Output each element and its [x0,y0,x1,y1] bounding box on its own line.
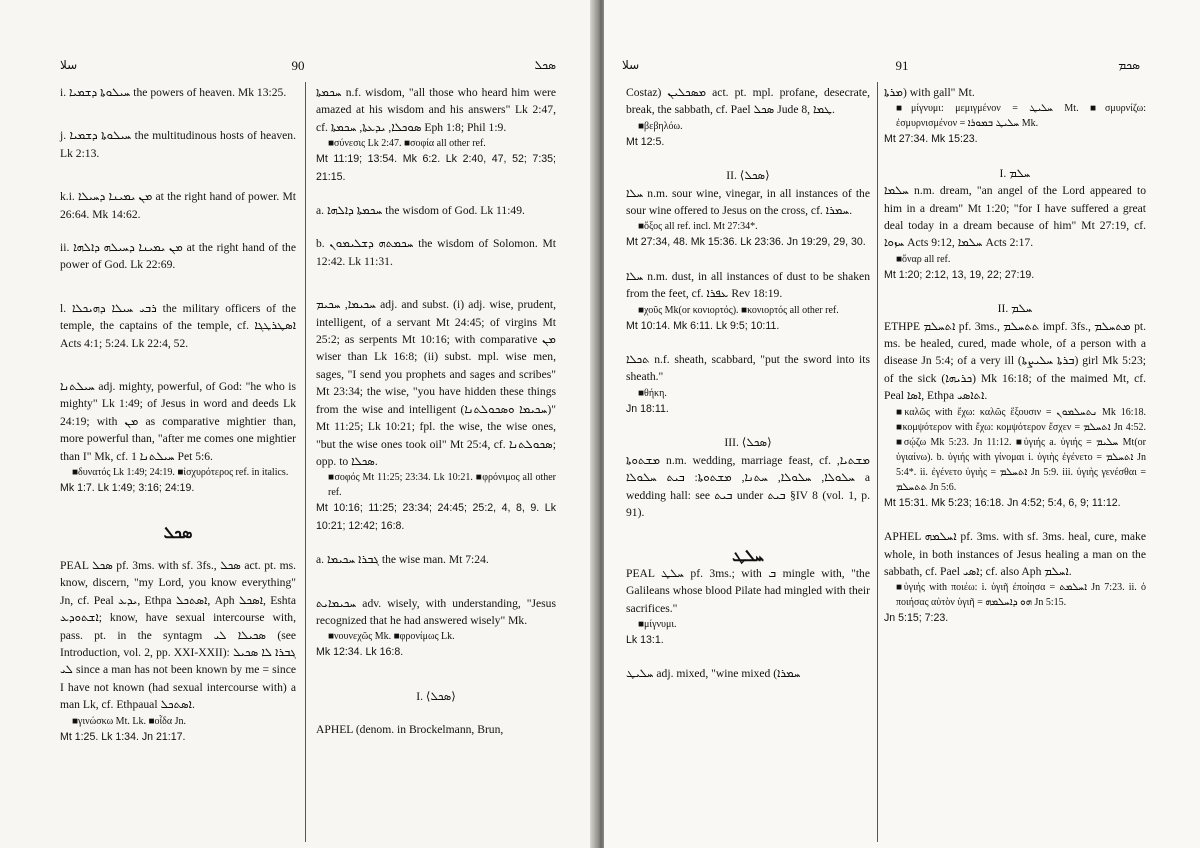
spacer [316,270,556,296]
reference-list: Mt 1:25. Lk 1:34. Jn 21:17. [60,730,186,743]
spacer [60,223,296,239]
greek-equivalents: ■γινώσκω Mt. Lk. ■οἶδα Jn. [72,715,187,727]
greek-equivalents: ■χοῦς Mk(or κονιορτός). ■κονιορτός all other ref. [638,304,839,316]
section-heading: II. ܚܠܡ [997,302,1033,316]
right-page-column-1 [626,84,870,683]
entry-text: a. ܚܟܡܬܐ ܕܐܠܗܐ the wisdom of God. Lk 11:49. [316,204,525,218]
entry-text: j. ܚܝܠܘܬܐ ܕܫܡܝܐ the multitudinous hosts of heaven. Lk 2:13. [60,129,296,160]
entry-text: ܚܠܐ n.m. sour wine, vinegar, in all instances of the sour wine offered to Jesus on the cross, cf. ܚܡܪܐ. [626,186,870,218]
reference-list: Lk 13:1. [626,633,664,646]
greek-equivalents: ■ὄναρ all ref. [896,253,951,265]
spacer [316,186,556,202]
section-heading: III. ⟨ܣܟܠ⟩ [724,436,772,450]
reference-list: Mt 10:14. Mk 6:11. Lk 9:5; 10:11. [626,319,780,332]
reference-list: Mt 12:5. [626,135,665,148]
greek-equivalents: ■ὑγιής with ποιέω: i. ὑγιῆ ἐποίησα = ܐܚܠܡܬ Jn 7:23. ii. ὁ ποιήσας αὐτὸν ὑγιῆ = ܗܘ ܕܐܚܠܡܗ Jn 5:15. [896,582,1146,609]
spacer [626,521,870,547]
greek-equivalents: ■σοφός Mt 11:25; 23:34. Lk 10:21. ■φρόνιμος all other ref. [328,472,556,499]
spacer [316,569,556,595]
right-page [604,0,1200,848]
spacer [60,162,296,188]
spacer [626,252,870,268]
entry-text: ܡܪܬܐ) with gall" Mt. [884,86,975,99]
spacer [60,498,296,524]
entry-text: ܚܟܝܡܐܝܬ adv. wisely, with understanding, "Jesus recognized that he had answered wisely" Mk. [316,596,556,627]
entry-text: ܬܟܠܐ n.f. sheath, scabbard, "put the sword into its sheath." [626,353,870,384]
spacer [316,219,556,235]
column-divider [877,82,878,842]
spacer [316,535,556,551]
entry-text: PEAL ܚܠܛ pf. 3ms.; with ܒ mingle with, "the Galileans whose blood Pilate had mingled with their sacrifices." [626,566,871,615]
spacer [626,335,870,351]
entry-text: ܚܠܐ n.m. dust, in all instances of dust to be shaken from the feet, cf. ܥܦܪܐ Rev 18:19. [626,269,870,301]
reference-list: Mt 27:34, 48. Mk 15:36. Lk 23:36. Jn 19:29, 29, 30. [626,236,866,249]
entry-text: l. ܪܒܝ ܚܝܠܐ ܕܗܝܟܠܐ the military officers of the temple, the captains of the temple, cf. ܐܣܛܪܛܓܐ Acts 4:1; 5:24. Lk 22:4, 52. [60,301,296,350]
root-heading: ܣܟܠ [163,522,193,542]
greek-equivalents: ■καλῶς with ἔχω: καλῶς ἕξουσιν = ܢܬܚܠܡܘܢ Mk 16:18. ■κομψότερον with ἔχω: κομψότερον ἔσχεν = ܐܬܚܠܡ Jn 4:52. ■σῴζω Mk 5:23. Jn 11:12. ■ὑγιής a. ὑγιής = ܚܠܝܡ Mt(or ὑγιαίνω). b. ὑγιής with γίνομαι i. ὑγιὴς ἐγένετο = ܐܬܚܠܡ Jn 5:4*. ii. ἐγένετο ὑγιὴς = ܐܬܚܠܡ Jn 5:9. iii. ὑγιὴς γενέσθαι = ܬܬܚܠܡ Jn 5:6. [896,406,1146,493]
spacer [60,541,296,557]
entry-text: i. ܚܝܠܘܬܐ ܕܫܡܝܐ the powers of heaven. Mk 13:25. [60,86,287,99]
greek-equivalents: ■δυνατός Lk 1:49; 24:19. ■ἰσχυρότερος ref. in italics. [72,467,289,479]
reference-list: Mt 11:19; 13:54. Mk 6:2. Lk 2:40, 47, 52; 7:35; 21:15. [316,153,556,183]
reference-list: Mt 1:20; 2:12, 13, 19, 22; 27:19. [884,268,1035,281]
entry-text: ܡܫܬܘܬܐ n.m. wedding, marriage feast, cf. ܡܫܬܝܐ, ܚܠܘܠܐ, ܚܠܘܠܐ, ܚܬܢܐ, ܡܫܬܘܬܐ: ܒܝܬ ܚܠܘܠܐ a wedding hall: see ܒܝܬ under ܒܝܬ §IV 8 (vol. 1, p. 91). [626,453,870,519]
section-heading: I. ⟨ܣܟܠ⟩ [416,689,456,703]
spacer [884,149,1146,165]
right-running-head-right: ܣܟܡ [1118,58,1140,72]
section-heading: II. ⟨ܣܟܠ⟩ [726,169,770,183]
greek-equivalents: ■θήκη. [638,387,667,399]
greek-equivalents: ■σύνεσις Lk 2:47. ■σοφία all other ref. [328,138,486,150]
column-divider [305,82,306,842]
spacer [60,101,296,127]
entry-text: k.i. ܡܢ ܝܡܝܢܐ ܕܚܝܠܐ at the right hand of power. Mt 26:64. Mk 14:62. [60,190,296,221]
spacer [60,352,296,378]
greek-equivalents: ■μίγνυμι. [638,618,677,630]
greek-equivalents: ■ὄξος all ref. incl. Mt 27:34*. [638,221,758,233]
reference-list: Mt 27:34. Mk 15:23. [884,133,978,146]
reference-list: Mt 10:16; 11:25; 23:34; 24:45; 25:2, 4, 8, 9. Lk 10:21; 12:42; 16:8. [316,502,556,532]
reference-list: Mk 12:34. Lk 16:8. [316,646,404,659]
root-heading: ܚܠܛ [732,546,764,566]
spacer [60,274,296,300]
spacer [884,284,1146,300]
spacer [626,151,870,167]
right-page-number: 91 [895,58,909,73]
spacer [316,662,556,688]
entry-text: ܚܠܝܛ adj. mixed, "wine mixed (ܚܡܪܐ [626,667,801,681]
greek-equivalents: ■βεβηλόω. [638,120,683,132]
left-page-column-2 [316,84,556,739]
reference-list: Jn 5:15; 7:23. [884,612,949,625]
entry-text: ETHPE ܐܬܚܠܡ pf. 3ms., ܬܬܚܠܡ impf. 3fs., ܡܬܚܠܡ pt. ms. be healed, cured, made whole, of a person with a disease Jn 5:4; of a very ill (ܒܪܬܐ ܚܠܝܨܬܐ) girl Mk 5:23; of the sick (ܟܪܝܗܐ) Mk 16:18; of the maimed Mt, cf. Peal ܐܣܐ, Ethpa ܐܬܐܣܝ. [884,319,1146,403]
entry-text: ܚܠܡܐ n.m. dream, "an angel of the Lord appeared to him in a dream" Mt 1:20; "for I have suffered a great deal today in a dream because of him" Mt 27:19, cf. ܚܙܘܐ Acts 9:12, ܚܠܡܐ Acts 2:17. [884,184,1146,250]
entry-text: APHEL (denom. in Brockelmann, Brun, [316,723,504,737]
entry-text: Costaz) ܡܣܟܠܝܢ act. pt. mpl. profane, desecrate, break, the sabbath, cf. Pael ܣܟܠ Jude 8, ܛܡܐ. [626,86,870,117]
entry-text: ܚܟܡܬܐ n.f. wisdom, "all those who heard him were amazed at his wisdom and his answers" Lk 2:47, cf. ܣܘܟܠܐ, ܝܕܥܬܐ, ܚܟܡܬܐ Eph 1:8; Phil 1:9. [316,86,556,134]
entry-text: APHEL ܐܚܠܡܗ pf. 3ms. with sf. 3ms. heal, cure, make whole, in both instances of Jesus healing a man on the sabbath, cf. Pael ܐܣܝ; cf. also Aph ܐܚܠܡ. [884,530,1147,578]
reference-list: Jn 18:11. [626,402,669,415]
left-page-number: 90 [291,58,305,73]
entry-text: a. ܓܒܪܐ ܚܟܝܡܐ the wise man. Mt 7:24. [316,553,489,567]
spacer [316,705,556,721]
entry-text: ii. ܡܢ ܝܡܝܢܐ ܕܚܝܠܗ ܕܐܠܗܐ at the right hand of the power of God. Lk 22:69. [60,241,297,272]
section-heading: I. ܚܠܡ [999,166,1031,180]
entry-text: PEAL ܣܟܠ pf. 3ms. with sf. 3fs., ܣܟܠ act. pt. ms. know, discern, "my Lord, you know everything" Jn, cf. Peal ܝܕܥ, Ethpa ܐܣܬܟܠ, Aph ܐܣܟܠ, Eshta ܐܫܬܘܕܥ; know, have sexual intercourse with, pass. pt. in the syntagm ܣܟܝܠܐ ܠܝ (see Introduction, vol. 2, pp. XXI-XXII): ܓܒܪܐ ܠܐ ܣܟܝܠ ܠܝ since a man has not been known by me = since I have not known (had sexual intercourse with) a man Lk, cf. Ethpaual ܐܣܬܟܠ. [60,558,297,712]
entry-text: ܚܝܠܬܢܐ adj. mighty, powerful, of God: "he who is mighty" Lk 1:49; of Jesus in word and deeds Lk 24:19; with ܡܢ as comparative mightier than, more powerful than, "after me comes one mightier than I" Mk, cf. ܚܝܠܬܢܐ 1 Pet 5:6. [60,380,296,463]
greek-equivalents: ■μίγνυμι: μεμιγμένον = ܚܠܝܛ Mt. ■σμυρνίζω: ἐσμυρνισμένον = ܚܠܝܛ ܒܡܘܪܐ Mk. [896,103,1146,130]
reference-list: Mt 15:31. Mk 5:23; 16:18. Jn 4:52; 5:4, 6, 9; 11:12. [884,496,1121,509]
right-page-column-2 [884,84,1146,628]
right-running-head-left: سلا [622,58,640,72]
left-running-head-left: سلا [60,58,78,72]
entry-text: ܚܟܝܡܐ, ܚܟܝܡ adj. and subst. (i) adj. wise, prudent, intelligent, of a servant Mt 24:45; of virgins Mt 25:2; as serpents Mt 10:16; with comparative ܡܢ wiser than Lk 16:8; (ii) subst. mpl. wise men, sages, "I send you prophets and sages and scribes" Mt 23:34; the wise, "you have hidden these things from the wise and intelligent (ܚܟܝܡܐ ܘܣܟܘܠܬܢܐ)" Mt 11:25; Lk 10:21; fpl. the wise, the wise ones, "but the wise ones took oil" Mt 25:4, cf. ܣܟܘܠܬܢܐ; opp. to ܣܟܠܐ. [316,298,556,468]
spacer [884,512,1146,528]
entry-text: b. ܚܟܡܬܗ ܕܫܠܝܡܘܢ the wisdom of Solomon. Mt 12:42. Lk 11:31. [316,237,556,268]
spacer [626,418,870,434]
reference-list: Mk 1:7. Lk 1:49; 3:16; 24:19. [60,482,195,495]
spacer [626,649,870,665]
left-running-head-right: ܣܟܠ [534,58,556,72]
greek-equivalents: ■νουνεχῶς Mk. ■φρονίμως Lk. [328,631,455,643]
left-page [0,0,596,848]
left-page-column-1 [60,84,296,746]
